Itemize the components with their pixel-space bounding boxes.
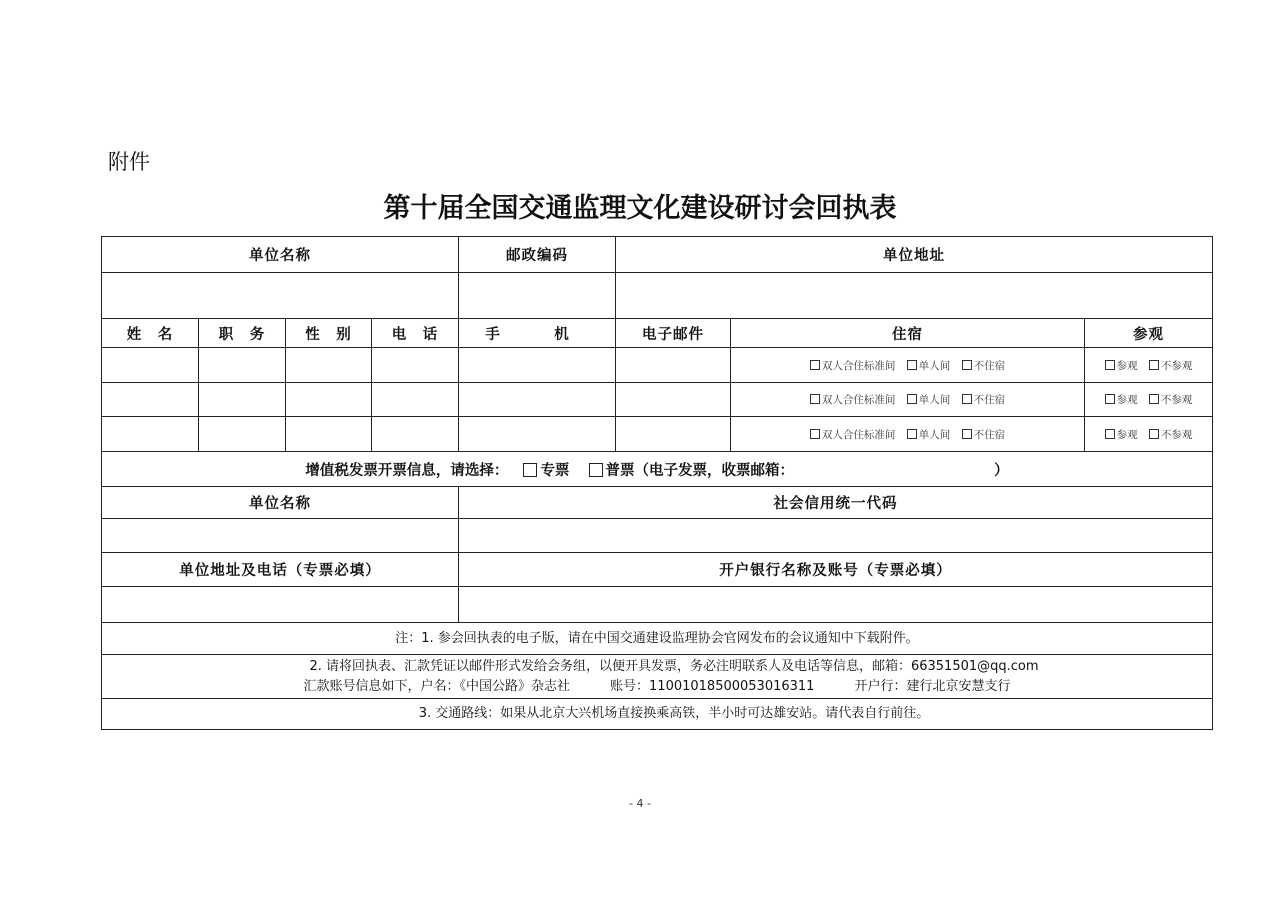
invoice-prompt: 增值税发票开票信息，请选择： (305, 462, 509, 479)
account-bank: 开户行：建行北京安慧支行 (854, 678, 1011, 694)
visit-no-checkbox[interactable]: 不参观 (1149, 360, 1193, 372)
mobile-cell[interactable] (459, 417, 616, 452)
visit-options (1085, 348, 1213, 383)
unit-name-field[interactable] (102, 273, 459, 319)
visit-no-checkbox[interactable]: 不参观 (1149, 394, 1193, 406)
unit-address-field[interactable] (616, 273, 1213, 319)
name-cell[interactable] (102, 383, 199, 417)
attendee-row (102, 383, 1213, 417)
email-header: 电子邮件 (616, 319, 731, 348)
address-phone-header: 单位地址及电话（专票必填） (102, 553, 459, 587)
note-3 (102, 699, 1213, 730)
postal-code-header: 邮政编码 (459, 237, 616, 273)
double-room-checkbox[interactable]: 双人合住标准间 (810, 360, 896, 372)
accommodation-options (731, 383, 1085, 417)
name-cell[interactable] (102, 417, 199, 452)
position-header: 职 务 (199, 319, 286, 348)
note-2 (102, 655, 1213, 699)
account-name: 汇款账号信息如下，户名：《中国公路》杂志社 (303, 678, 571, 694)
note-row-1 (102, 623, 1213, 655)
position-cell[interactable] (199, 383, 286, 417)
single-room-checkbox[interactable]: 单人间 (907, 360, 951, 372)
attachment-label: 附件 (108, 150, 150, 174)
accommodation-header: 住宿 (731, 319, 1085, 348)
bank-account-header: 开户银行名称及账号（专票必填） (459, 553, 1213, 587)
visit-header: 参观 (1085, 319, 1213, 348)
note-2-text: 2. 请将回执表、汇款凭证以邮件形式发给会务组，以便开具发票，务必注明联系人及电话等信息，邮箱：66351501@qq.com (309, 658, 1039, 674)
account-number: 账号：11001018500053016311 (610, 678, 815, 694)
visit-yes-checkbox[interactable]: 参观 (1105, 360, 1138, 372)
invoice-header-row-2 (102, 553, 1213, 587)
phone-cell[interactable] (372, 348, 459, 383)
position-cell[interactable] (199, 348, 286, 383)
invoice-input-row-1 (102, 519, 1213, 553)
special-invoice-checkbox[interactable]: 专票 (523, 463, 569, 479)
phone-cell[interactable] (372, 383, 459, 417)
attendee-row (102, 417, 1213, 452)
credit-code-header: 社会信用统一代码 (459, 487, 1213, 519)
gender-cell[interactable] (286, 348, 372, 383)
single-room-checkbox[interactable]: 单人间 (907, 429, 951, 441)
unit-header-row (102, 237, 1213, 273)
invoice-choice (102, 452, 1213, 487)
gender-header: 性 别 (286, 319, 372, 348)
invoice-header-row-1 (102, 487, 1213, 519)
double-room-checkbox[interactable]: 双人合住标准间 (810, 394, 896, 406)
invoice-input-row-2 (102, 587, 1213, 623)
note-2-account (102, 677, 1212, 697)
invoice-unit-name-field[interactable] (102, 519, 459, 553)
email-cell[interactable] (616, 417, 731, 452)
attendee-header-row (102, 319, 1213, 348)
normal-invoice-checkbox[interactable]: 普票（电子发票，收票邮箱： (589, 463, 795, 479)
credit-code-field[interactable] (459, 519, 1213, 553)
receipt-form-table (101, 236, 1213, 730)
page-number: - 4 - (629, 797, 651, 810)
invoice-unit-name-header: 单位名称 (102, 487, 459, 519)
attendee-row (102, 348, 1213, 383)
note-row-3 (102, 699, 1213, 730)
phone-cell[interactable] (372, 417, 459, 452)
invoice-choice-row (102, 452, 1213, 487)
name-cell[interactable] (102, 348, 199, 383)
no-stay-checkbox[interactable]: 不住宿 (962, 360, 1006, 372)
email-cell[interactable] (616, 348, 731, 383)
bank-account-field[interactable] (459, 587, 1213, 623)
double-room-checkbox[interactable]: 双人合住标准间 (810, 429, 896, 441)
accommodation-options (731, 417, 1085, 452)
form-title: 第十届全国交通监理文化建设研讨会回执表 (383, 193, 897, 224)
position-cell[interactable] (199, 417, 286, 452)
visit-yes-checkbox[interactable]: 参观 (1105, 429, 1138, 441)
email-cell[interactable] (616, 383, 731, 417)
note-1: 注：1. 参会回执表的电子版，请在中国交通建设监理协会官网发布的会议通知中下载附件。 (102, 623, 1213, 655)
visit-no-checkbox[interactable]: 不参观 (1149, 429, 1193, 441)
visit-options (1085, 417, 1213, 452)
accommodation-options (731, 348, 1085, 383)
no-stay-checkbox[interactable]: 不住宿 (962, 394, 1006, 406)
mobile-cell[interactable] (459, 348, 616, 383)
note-3-text: 3. 交通路线：如果从北京大兴机场直接换乘高铁，半小时可达雄安站。请代表自行前往。 (418, 706, 930, 721)
address-phone-field[interactable] (102, 587, 459, 623)
visit-options (1085, 383, 1213, 417)
unit-address-header: 单位地址 (616, 237, 1213, 273)
invoice-close-paren: ） (994, 462, 1009, 479)
note-row-2 (102, 655, 1213, 699)
mobile-cell[interactable] (459, 383, 616, 417)
no-stay-checkbox[interactable]: 不住宿 (962, 429, 1006, 441)
unit-input-row (102, 273, 1213, 319)
mobile-header: 手 机 (459, 319, 616, 348)
phone-header: 电 话 (372, 319, 459, 348)
single-room-checkbox[interactable]: 单人间 (907, 394, 951, 406)
visit-yes-checkbox[interactable]: 参观 (1105, 394, 1138, 406)
gender-cell[interactable] (286, 417, 372, 452)
postal-code-field[interactable] (459, 273, 616, 319)
unit-name-header: 单位名称 (102, 237, 459, 273)
gender-cell[interactable] (286, 383, 372, 417)
name-header: 姓 名 (102, 319, 199, 348)
